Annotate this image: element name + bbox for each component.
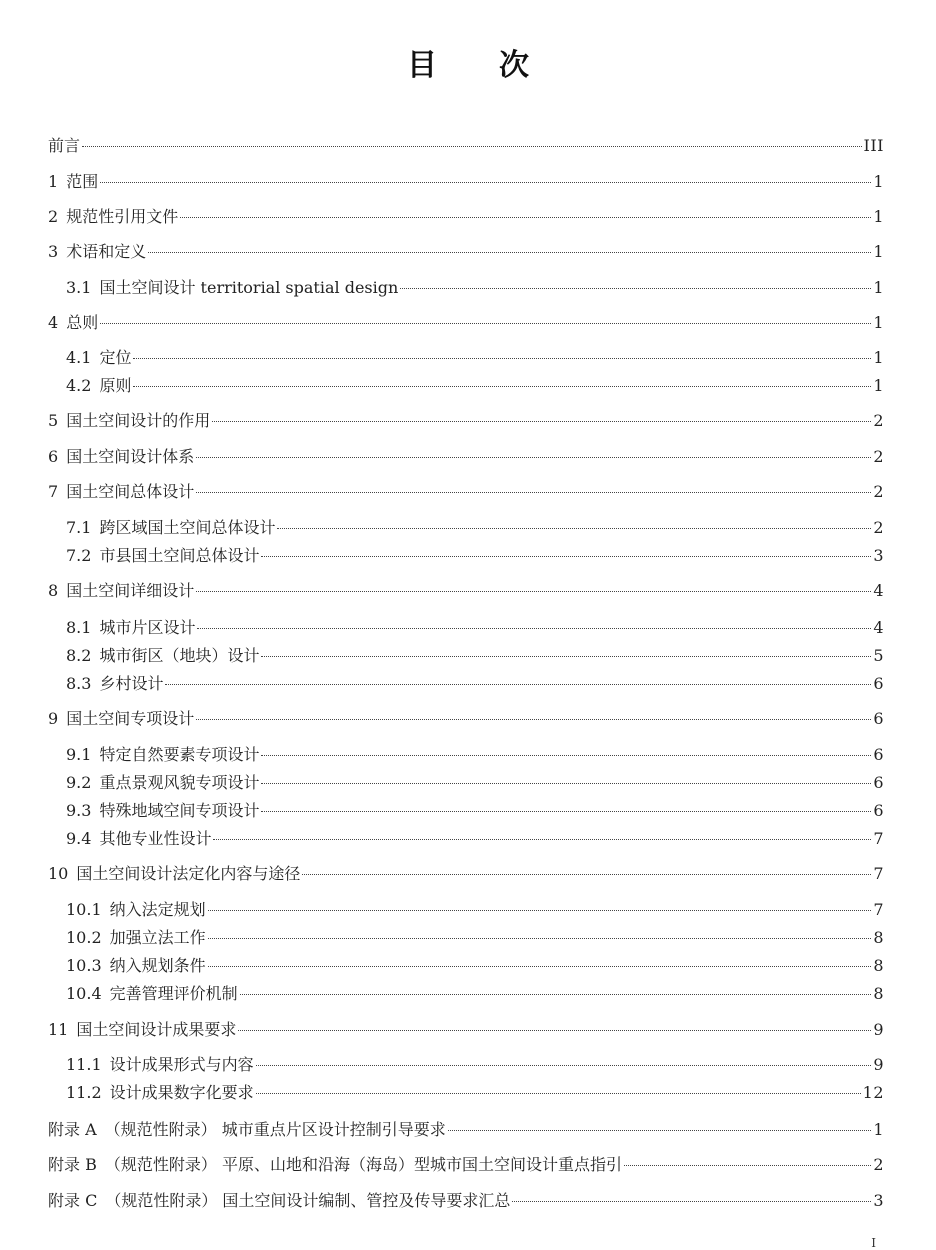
toc-entry-page: 6 (873, 709, 884, 728)
dot-leader (400, 288, 871, 289)
toc-entry (66, 745, 884, 765)
toc-entry-label: 范围 (66, 172, 99, 191)
toc-entry-page: 2 (873, 447, 884, 466)
toc-entry-label: 国土空间设计 territorial spatial design (99, 278, 399, 297)
dot-leader (133, 358, 871, 359)
toc-entry-label: 设计成果数字化要求 (109, 1083, 254, 1102)
toc-entry-label: 术语和定义 (66, 242, 147, 261)
toc-entry (48, 136, 884, 156)
toc-entry-page: 8 (873, 984, 884, 1003)
toc-entry-number: 7 (48, 482, 59, 501)
toc-entry-number: 6 (48, 447, 59, 466)
toc-entry (48, 1120, 884, 1140)
toc-entry (66, 956, 884, 976)
toc-entry-number: 7.2 (66, 546, 92, 565)
toc-entry-page: 4 (873, 581, 884, 600)
dot-leader (261, 556, 871, 557)
dot-leader (277, 528, 871, 529)
dot-leader (196, 591, 871, 592)
toc-entry-number: 8 (48, 581, 59, 600)
toc-entry (66, 773, 884, 793)
dot-leader (624, 1165, 871, 1166)
toc-entry (48, 172, 884, 192)
toc-entry-number: 11 (48, 1020, 69, 1039)
toc-entry (48, 1020, 884, 1040)
toc-entry-page: 3 (873, 1191, 884, 1210)
toc-entry-label: （规范性附录） 国土空间设计编制、管控及传导要求汇总 (105, 1191, 511, 1210)
toc-entry-number: 4.1 (66, 348, 92, 367)
toc-entry (48, 482, 884, 502)
toc-entry-number: 附录 C (48, 1191, 98, 1210)
toc-entry-label: 国土空间总体设计 (66, 482, 195, 501)
dot-leader (302, 874, 871, 875)
dot-leader (180, 217, 871, 218)
toc-entry-label: 国土空间设计的作用 (66, 411, 211, 430)
toc-entry-page: 1 (873, 207, 884, 226)
toc-entry-label: 总则 (66, 313, 99, 332)
toc-entry-label: 其他专业性设计 (99, 829, 212, 848)
dot-leader (212, 421, 871, 422)
dot-leader (261, 811, 871, 812)
toc-entry-page: 2 (873, 482, 884, 501)
toc-entry-label: 完善管理评价机制 (109, 984, 238, 1003)
toc-entry-label: 纳入法定规划 (109, 900, 206, 919)
toc-entry (66, 1055, 884, 1075)
toc-entry-label: 国土空间专项设计 (66, 709, 195, 728)
toc-entry-label: 市县国土空间总体设计 (99, 546, 260, 565)
toc-entry-number: 2 (48, 207, 59, 226)
toc-entry (66, 518, 884, 538)
toc-entry (48, 864, 884, 884)
toc-entry (66, 546, 884, 566)
toc-entry (48, 1191, 884, 1211)
toc-entry (66, 278, 884, 298)
toc-entry (66, 348, 884, 368)
toc-entry (66, 984, 884, 1004)
toc-entry-number: 4.2 (66, 376, 92, 395)
dot-leader (261, 656, 871, 657)
toc-entry (48, 709, 884, 729)
toc-entry (48, 207, 884, 227)
toc-entry-number: 1 (48, 172, 59, 191)
dot-leader (208, 966, 872, 967)
toc-entry-number: 5 (48, 411, 59, 430)
dot-leader (148, 252, 871, 253)
toc-entry-page: 4 (873, 618, 884, 637)
toc-entry-page: 1 (873, 242, 884, 261)
dot-leader (213, 839, 871, 840)
toc-entry-page: 5 (873, 646, 884, 665)
toc-entry-page: 1 (873, 313, 884, 332)
toc-entry-page: 7 (873, 829, 884, 848)
dot-leader (196, 457, 871, 458)
dot-leader (165, 684, 871, 685)
toc-entry-number: 11.1 (66, 1055, 102, 1074)
dot-leader (196, 492, 871, 493)
dot-leader (197, 628, 871, 629)
toc-entry-number: 9.1 (66, 745, 92, 764)
toc-entry-label: 国土空间设计成果要求 (76, 1020, 237, 1039)
toc-entry-number: 8.3 (66, 674, 92, 693)
dot-leader (82, 146, 862, 147)
toc-entry-label: 国土空间详细设计 (66, 581, 195, 600)
dot-leader (100, 182, 871, 183)
toc-entry-page: 8 (873, 956, 884, 975)
page-title-char-2: 次 (499, 48, 529, 83)
toc-entry (66, 646, 884, 666)
dot-leader (133, 386, 871, 387)
toc-entry (48, 242, 884, 262)
toc-entry-page: 6 (873, 801, 884, 820)
dot-leader (448, 1130, 872, 1131)
toc-entry-page: 1 (873, 172, 884, 191)
toc-entry-page: 1 (873, 376, 884, 395)
toc-entry-number: 附录 A (48, 1120, 97, 1139)
toc-entry-label: 定位 (99, 348, 132, 367)
toc-entry-page: 1 (873, 348, 884, 367)
dot-leader (100, 323, 871, 324)
toc-entry-label: 跨区域国土空间总体设计 (99, 518, 276, 537)
toc-entry-page: 12 (862, 1083, 884, 1102)
toc-entry-page: 8 (873, 928, 884, 947)
toc-entry (66, 1083, 884, 1103)
dot-leader (240, 994, 872, 995)
toc-entry-label: 前言 (48, 136, 81, 155)
dot-leader (196, 719, 871, 720)
toc-entry-page: 2 (873, 518, 884, 537)
toc-entry-number: 3.1 (66, 278, 92, 297)
toc-entry-number: 10 (48, 864, 69, 883)
toc-entry-number: 10.1 (66, 900, 102, 919)
toc-entry-number: 11.2 (66, 1083, 102, 1102)
page-number-footer: I (871, 1236, 876, 1250)
toc-entry-label: 重点景观风貌专项设计 (99, 773, 260, 792)
toc-entry-page: 6 (873, 773, 884, 792)
toc-entry-label: 设计成果形式与内容 (109, 1055, 254, 1074)
toc-entry-page: 7 (873, 864, 884, 883)
toc-entry (48, 581, 884, 601)
toc-entry (66, 801, 884, 821)
toc-entry-label: 乡村设计 (99, 674, 164, 693)
toc-entry (48, 411, 884, 431)
toc-entry-number: 9 (48, 709, 59, 728)
toc-entry-page: 2 (873, 1155, 884, 1174)
toc-entry-number: 10.4 (66, 984, 102, 1003)
toc-entry-label: 特定自然要素专项设计 (99, 745, 260, 764)
toc-entry-page: 2 (873, 411, 884, 430)
toc-entry-label: 特殊地域空间专项设计 (99, 801, 260, 820)
toc-entry-label: 纳入规划条件 (109, 956, 206, 975)
dot-leader (261, 755, 871, 756)
toc-entry (66, 928, 884, 948)
toc-entry (66, 829, 884, 849)
toc-entry-page: 9 (873, 1020, 884, 1039)
toc-entry-label: 城市街区（地块）设计 (99, 646, 260, 665)
toc-entry-number: 8.2 (66, 646, 92, 665)
toc-entry (66, 674, 884, 694)
toc-entry-number: 附录 B (48, 1155, 97, 1174)
dot-leader (208, 910, 872, 911)
toc-entry-page: III (863, 136, 884, 155)
toc-entry-number: 8.1 (66, 618, 92, 637)
dot-leader (256, 1065, 872, 1066)
toc-entry-number: 7.1 (66, 518, 92, 537)
toc-entry (48, 313, 884, 333)
toc-entry-label: 国土空间设计法定化内容与途径 (76, 864, 301, 883)
toc-entry-label: （规范性附录） 城市重点片区设计控制引导要求 (104, 1120, 446, 1139)
toc-entry-page: 1 (873, 1120, 884, 1139)
toc-entry-page: 9 (873, 1055, 884, 1074)
dot-leader (256, 1093, 861, 1094)
toc-entry-label: 城市片区设计 (99, 618, 196, 637)
toc-entry (48, 1155, 884, 1175)
dot-leader (238, 1030, 871, 1031)
toc-entry (66, 900, 884, 920)
toc-entry-label: 国土空间设计体系 (66, 447, 195, 466)
toc-entry-number: 9.4 (66, 829, 92, 848)
toc-entry-label: 加强立法工作 (109, 928, 206, 947)
toc-entry-number: 9.2 (66, 773, 92, 792)
toc-entry (48, 447, 884, 467)
toc-entry-number: 9.3 (66, 801, 92, 820)
toc-entry-number: 10.3 (66, 956, 102, 975)
toc-entry (66, 376, 884, 396)
dot-leader (208, 938, 872, 939)
toc-entry-page: 1 (873, 278, 884, 297)
toc-entry-page: 6 (873, 674, 884, 693)
toc-entry-page: 7 (873, 900, 884, 919)
toc-entry (66, 618, 884, 638)
dot-leader (512, 1201, 871, 1202)
toc-entry-label: 原则 (99, 376, 132, 395)
toc-entry-label: （规范性附录） 平原、山地和沿海（海岛）型城市国土空间设计重点指引 (104, 1155, 622, 1174)
toc-entry-page: 6 (873, 745, 884, 764)
toc-entry-number: 3 (48, 242, 59, 261)
dot-leader (261, 783, 871, 784)
toc-entry-label: 规范性引用文件 (66, 207, 179, 226)
toc-entry-number: 4 (48, 313, 59, 332)
toc-entry-page: 3 (873, 546, 884, 565)
toc-entry-number: 10.2 (66, 928, 102, 947)
page-title-char-1: 目 (407, 48, 437, 83)
